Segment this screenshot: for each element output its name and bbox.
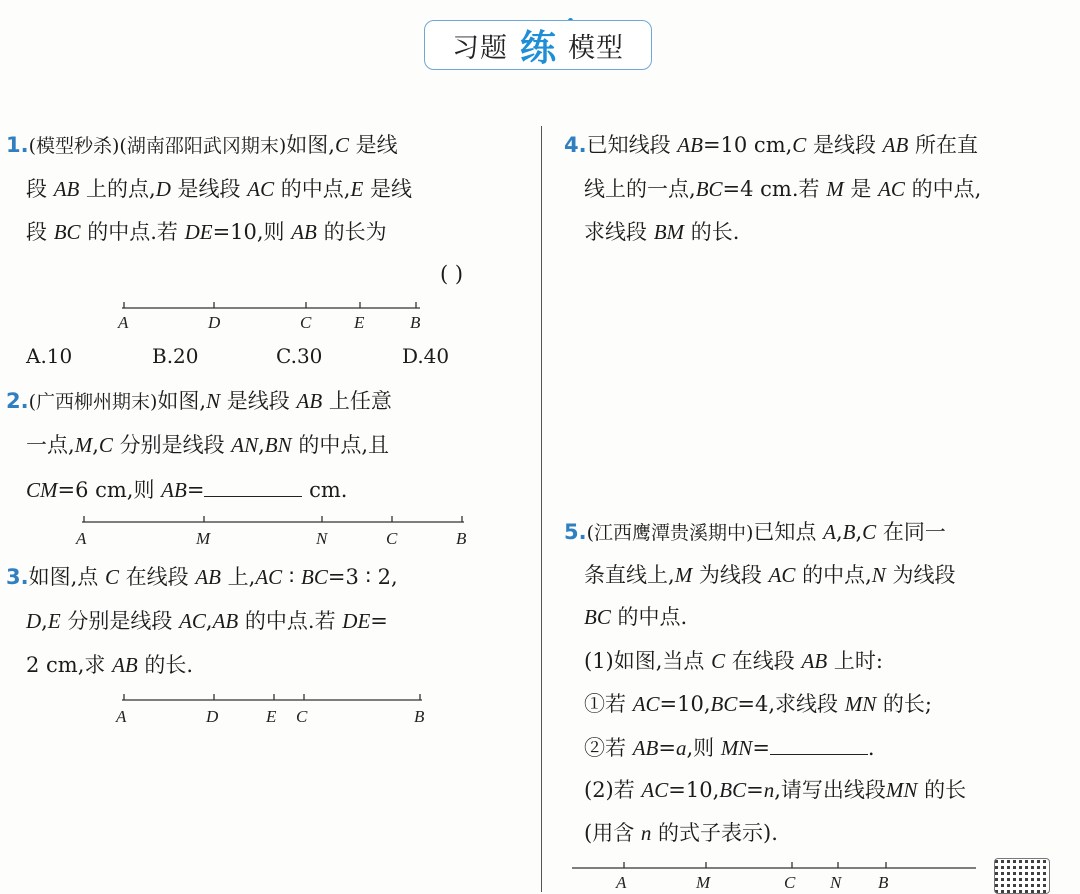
q2-point-c: C <box>386 529 398 548</box>
q1-option-c[interactable]: C.30 <box>276 344 323 368</box>
column-divider <box>541 126 542 892</box>
q1-option-d[interactable]: D.40 <box>402 344 450 368</box>
q1-number: 1. <box>6 133 29 157</box>
q5-point-m: M <box>696 873 711 892</box>
title-right: 模型 <box>568 32 624 64</box>
q5-point-n: N <box>830 873 842 892</box>
q3-point-c: C <box>296 707 308 726</box>
q5-line-3: BC 的中点. <box>584 605 688 629</box>
q5-answer-blank[interactable] <box>770 732 868 755</box>
q5-line-4: (1)如图,当点 C 在线段 AB 上时: <box>584 649 883 673</box>
q2-answer-blank[interactable] <box>204 474 302 497</box>
q1-line-1: 1.(模型秒杀)(湖南邵阳武冈期末)如图,C 是线 <box>6 133 398 157</box>
q5-line-2: 条直线上,M 为线段 AC 的中点,N 为线段 <box>584 563 956 587</box>
q3-point-b: B <box>414 707 425 726</box>
q4-line-3: 求线段 BM 的长. <box>584 220 740 244</box>
title-left: 习题 <box>451 32 508 64</box>
section-title <box>424 20 652 70</box>
q2-number: 2. <box>6 389 29 413</box>
q3-segment-figure <box>110 690 440 730</box>
q3-line-3: 2 cm,求 AB 的长. <box>26 653 194 677</box>
q5-point-a: A <box>616 873 627 892</box>
q1-option-a[interactable]: A.10 <box>26 344 73 368</box>
q4-line-2: 线上的一点,BC=4 cm.若 M 是 AC 的中点, <box>584 177 982 201</box>
q2-line-3: CM=6 cm,则 AB= cm. <box>26 474 347 505</box>
q3-point-e: E <box>266 707 277 726</box>
q3-point-a: A <box>116 707 127 726</box>
q1-point-e: E <box>354 313 365 332</box>
q5-line-6: ②若 AB=a,则 MN= . <box>584 732 875 763</box>
q2-point-m: M <box>196 529 211 548</box>
q1-line-2: 段 AB 上的点,D 是线段 AC 的中点,E 是线 <box>26 177 412 201</box>
q5-line-8: (用含 n 的式子表示). <box>584 821 778 845</box>
q2-point-a: A <box>76 529 87 548</box>
q1-option-b[interactable]: B.20 <box>152 344 199 368</box>
q5-number: 5. <box>564 520 587 544</box>
q3-point-d: D <box>206 707 219 726</box>
q5-segment-figure <box>566 860 986 892</box>
q1-segment-figure <box>110 298 440 332</box>
q5-line-5: ①若 AC=10,BC=4,求线段 MN 的长; <box>584 692 932 716</box>
qr-code-icon[interactable] <box>994 858 1050 894</box>
q5-point-b: B <box>878 873 889 892</box>
q2-line-2: 一点,M,C 分别是线段 AN,BN 的中点,且 <box>26 433 389 457</box>
title-key: 练 <box>519 27 556 69</box>
q1-answer-paren: ( ) <box>440 262 464 286</box>
q2-point-b: B <box>456 529 467 548</box>
q2-point-n: N <box>316 529 328 548</box>
q3-number: 3. <box>6 565 29 589</box>
q1-point-c: C <box>300 313 312 332</box>
q5-point-c: C <box>784 873 796 892</box>
q5-line-7: (2)若 AC=10,BC=n,请写出线段MN 的长 <box>584 778 967 802</box>
q1-point-d: D <box>208 313 221 332</box>
q5-line-1: 5.(江西鹰潭贵溪期中)已知点 A,B,C 在同一 <box>564 520 946 544</box>
q4-line-1: 4.已知线段 AB=10 cm,C 是线段 AB 所在直 <box>564 133 979 157</box>
q1-point-b: B <box>410 313 421 332</box>
q2-line-1: 2.(广西柳州期末)如图,N 是线段 AB 上任意 <box>6 389 392 413</box>
q3-line-1: 3.如图,点 C 在线段 AB 上,AC ∶ BC=3 ∶ 2, <box>6 565 398 589</box>
q1-line-3: 段 BC 的中点.若 DE=10,则 AB 的长为 <box>26 220 387 244</box>
q2-segment-figure <box>70 512 480 552</box>
q3-line-2: D,E 分别是线段 AC,AB 的中点.若 DE= <box>26 609 388 633</box>
q1-point-a: A <box>118 313 129 332</box>
q4-number: 4. <box>564 133 587 157</box>
